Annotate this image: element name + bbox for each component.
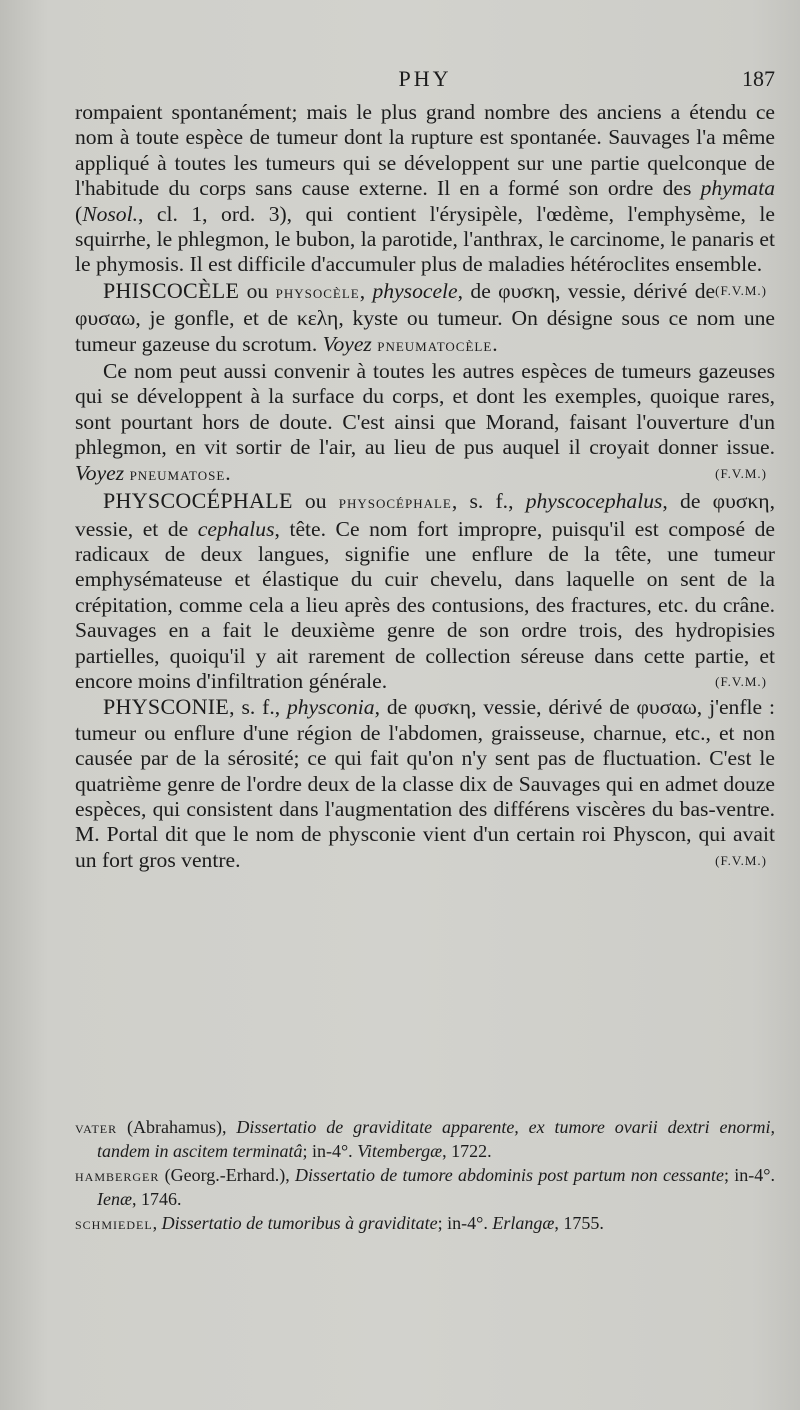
cross-reference: PNEUMATOCÈLE bbox=[377, 338, 493, 354]
bibliography bbox=[75, 1116, 775, 1238]
bibliography-item: SCHMIEDEL, Dissertatio de tumoribus à graviditate; in-4°. Erlangæ, 1755. bbox=[75, 1213, 604, 1233]
bibliography-item: VATER (Abrahamus), Dissertatio de graviditate apparente, ex tumore ovarii dextri enormi, tandem in ascitem terminatâ; in-4°. Vitembergæ, 1722. bbox=[75, 1117, 775, 1161]
entry-headword: PHYSCOCÉPHALE bbox=[103, 488, 293, 514]
author-signature: (F.V.M.) bbox=[715, 852, 767, 868]
cross-reference: PNEUMATOSE bbox=[129, 467, 226, 483]
author-signature: (F.V.M.) bbox=[715, 465, 767, 481]
author-signature: (F.V.M.) bbox=[715, 673, 767, 689]
entry-paragraph: Ce nom peut aussi convenir à toutes les autres espèces de tumeurs gazeuses qui se développent à la surface du corps, et dont les exemples, quoique rares, sont pourtant hors de doute. C'est ainsi que Morand, faisant l'ouverture d'un phlegmon, en vit sortir de l'air, au lieu de pus auquel il croyait donner issue. Voyez PNEUMATOSE. (F.V.M.) bbox=[75, 359, 775, 485]
entry-physcocephale: PHYSCOCÉPHALE ou PHYSOCÉPHALE, s. f., physcocephalus, de φυσκη, vessie, et de cephalus, tête. Ce nom fort impropre, puisqu'il est composé de radicaux de deux langues, signifie une enflure de la tête, une tumeur emphysémateuse et élastique du cuir chevelu, dans laquelle on sent de la crépitation, comme cela a lieu après des contusions, des fractures, etc. du crâne. Sauvages en a fait le deuxième genre de son ordre trois, des hydropisies partielles, quoiqu'il y ait rarement de collection séreuse dans cette partie, et encore moins d'infiltration générale. (F.V.M.) bbox=[75, 488, 775, 693]
entry-physconie: PHYSCONIE, s. f., physconia, de φυσκη, vessie, dérivé de φυσαω, j'enfle : tumeur ou enflure d'une région de l'abdomen, graisseuse, charnue, etc., et non causée par de la sérosité; ce qui fait qu'on n'y sent pas de fluctuation. C'est le quatrième genre de l'ordre deux de la classe dix de Sauvages qui en admet douze espèces, qui consistent dans l'augmentation des différens viscères du bas-ventre. M. Portal dit que le nom de physconie vient d'un certain roi Physcon, qui avait un fort gros ventre. (F.V.M.) bbox=[75, 694, 775, 872]
entry-headword: PHYSCONIE bbox=[103, 694, 230, 720]
page-number: 187 bbox=[742, 66, 775, 91]
main-text bbox=[75, 100, 775, 873]
running-head: PHY bbox=[398, 66, 452, 91]
author-signature: (F.V.M.) bbox=[715, 282, 767, 298]
page-header bbox=[75, 66, 775, 100]
entry-headword: PHISCOCÈLE bbox=[103, 277, 240, 303]
entry-phiscocele: PHISCOCÈLE ou PHYSOCÈLE, physocele, de φυσκη, vessie, dérivé de φυσαω, je gonfle, et de κελη, kyste ou tumeur. On désigne sous ce nom une tumeur gazeuse du scrotum. Voyez PNEUMATOCÈLE. bbox=[75, 277, 775, 356]
continuation-paragraph: rompaient spontanément; mais le plus grand nombre des anciens a étendu ce nom à toute espèce de tumeur dont la rupture est spontanée. Sauvages l'a même appliqué à toutes les tumeurs qui se développent sur une partie quelconque de l'habitude du corps sans cause externe. Il en a formé son ordre des phymata (Nosol., cl. 1, ord. 3), qui contient l'érysipèle, l'œdème, l'emphysème, le squirrhe, le phlegmon, le bubon, la parotide, l'anthrax, le carcinome, le panaris et le phymosis. Il est difficile d'accumuler plus de maladies hétéroclites ensemble. (F.V.M.) bbox=[75, 100, 775, 278]
bibliography-item: HAMBERGER (Georg.-Erhard.), Dissertatio de tumore abdominis post partum non cessante; in-4°. Ienæ, 1746. bbox=[75, 1165, 775, 1209]
